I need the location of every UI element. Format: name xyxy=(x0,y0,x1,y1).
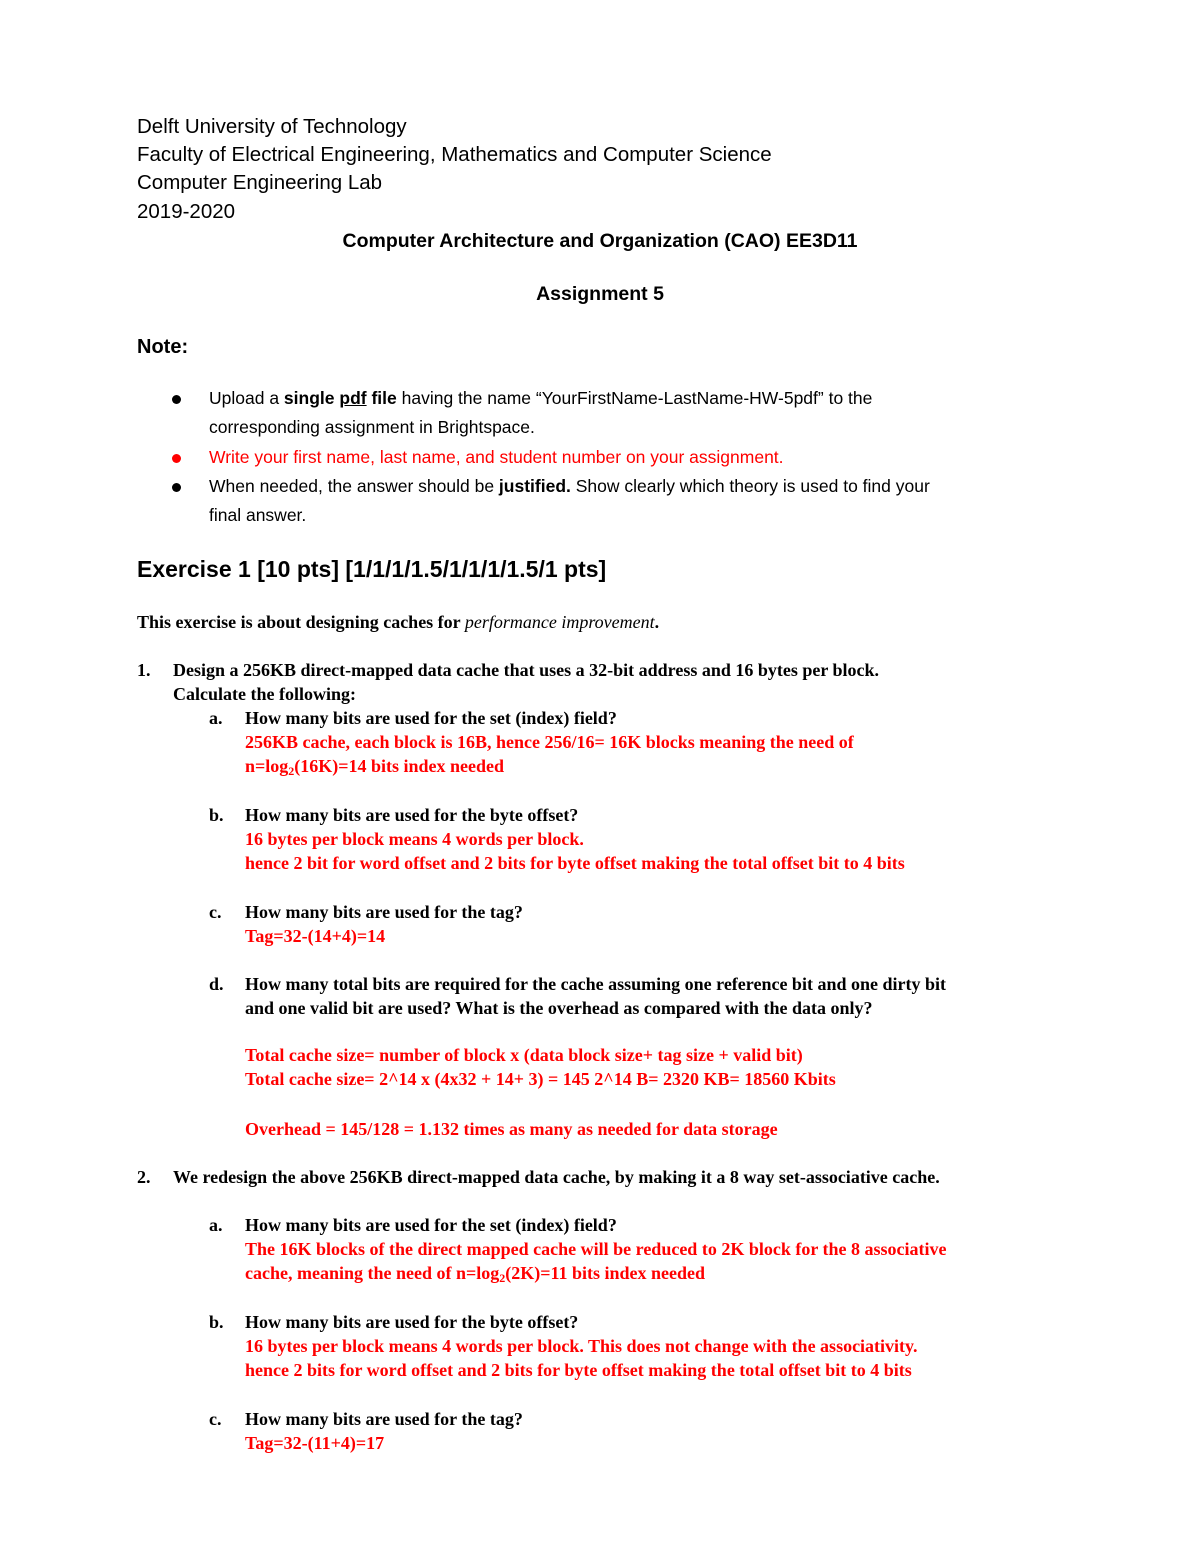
answer-text: hence 2 bits for word offset and 2 bits for byte offset making the total offset bit to 4 bits xyxy=(245,1360,912,1380)
bullet-icon xyxy=(172,483,181,492)
academic-year: 2019-2020 xyxy=(137,200,236,223)
answer-text: Tag=32-(11+4)=17 xyxy=(245,1433,385,1453)
answer-text: $n=\log_2(16K)=14$ bits index needed xyxy=(245,756,505,778)
subquestion-label: a. xyxy=(209,708,223,728)
question-text-line2: Calculate the following: xyxy=(173,684,356,704)
question-text: We redesign the above 256KB direct-mapped data cache, by making it a 8 way set-associative cache. xyxy=(173,1167,940,1187)
subquestion-text: How many bits are used for the set (index) field? xyxy=(245,708,617,728)
subquestion-text: How many bits are used for the tag? xyxy=(245,902,523,922)
subquestion-label: c. xyxy=(209,902,222,922)
course-title: Computer Architecture and Organization (CAO) EE3D11 xyxy=(342,230,858,252)
university-name: Delft University of Technology xyxy=(137,115,407,138)
note-item-upload: Upload a single pdf file having the name “YourFirstName-LastName-HW-5pdf” to the xyxy=(209,388,873,408)
answer-text: 16 bytes per block means 4 words per block. xyxy=(245,829,584,849)
subquestion-label: c. xyxy=(209,1409,222,1429)
question-number: 1. xyxy=(137,660,151,680)
note-item-upload-line2: corresponding assignment in Brightspace. xyxy=(209,417,535,437)
answer-text: Overhead = 145/128 = 1.132 times as many as needed for data storage xyxy=(245,1119,778,1139)
answer-text: 256KB cache, each block is 16B, hence 256/16= 16K blocks meaning the need of xyxy=(245,732,854,752)
subquestion-label: a. xyxy=(209,1215,223,1235)
subquestion-label: b. xyxy=(209,1312,224,1332)
subquestion-text: How many total bits are required for the cache assuming one reference bit and one dirty bit xyxy=(245,974,946,994)
question-number: 2. xyxy=(137,1167,151,1187)
subquestion-label: b. xyxy=(209,805,224,825)
answer-text: 16 bytes per block means 4 words per block. This does not change with the associativity. xyxy=(245,1336,918,1356)
subquestion-text: How many bits are used for the tag? xyxy=(245,1409,523,1429)
subquestion-text: How many bits are used for the byte offset? xyxy=(245,1312,579,1332)
faculty-name: Faculty of Electrical Engineering, Mathematics and Computer Science xyxy=(137,143,772,166)
answer-text: Total cache size= 2^14 x (4x32 + 14+ 3) = 145 2^14 B= 2320 KB= 18560 Kbits xyxy=(245,1069,836,1089)
bullet-icon xyxy=(172,454,181,463)
question-text: Design a 256KB direct-mapped data cache that uses a 32-bit address and 16 bytes per block. xyxy=(173,660,880,680)
subquestion-text: How many bits are used for the byte offset? xyxy=(245,805,579,825)
answer-text: The 16K blocks of the direct mapped cache will be reduced to 2K block for the 8 associative xyxy=(245,1239,947,1259)
answer-text: cache, meaning the need of $n=\log_2(2K)=11$ bits index needed xyxy=(245,1263,706,1285)
assignment-title: Assignment 5 xyxy=(536,283,664,305)
note-item-justify: When needed, the answer should be justified. Show clearly which theory is used to find your xyxy=(209,476,930,496)
note-item-justify-line2: final answer. xyxy=(209,505,307,525)
subquestion-text-line2: and one valid bit are used? What is the overhead as compared with the data only? xyxy=(245,998,873,1018)
answer-text: Total cache size= number of block x (data block size+ tag size + valid bit) xyxy=(245,1045,803,1065)
note-item-name: Write your first name, last name, and student number on your assignment. xyxy=(209,447,784,467)
answer-text: Tag=32-(14+4)=14 xyxy=(245,926,386,946)
lab-name: Computer Engineering Lab xyxy=(137,171,383,194)
subquestion-label: d. xyxy=(209,974,224,994)
exercise-intro: This exercise is about designing caches for performance improvement. xyxy=(137,612,660,632)
note-title: Note: xyxy=(137,336,189,358)
subquestion-text: How many bits are used for the set (index) field? xyxy=(245,1215,617,1235)
answer-text: hence 2 bit for word offset and 2 bits for byte offset making the total offset bit to 4 bits xyxy=(245,853,905,873)
exercise-title: Exercise 1 [10 pts] [1/1/1/1.5/1/1/1/1.5/1 pts] xyxy=(137,556,607,582)
bullet-icon xyxy=(172,395,181,404)
